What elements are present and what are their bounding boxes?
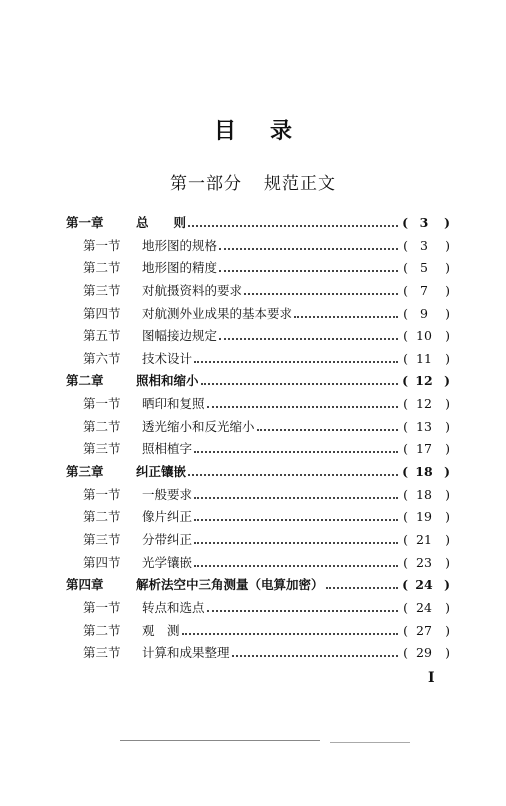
table-of-contents <box>66 212 450 665</box>
toc-chapter-row <box>66 461 450 484</box>
close-paren: ) <box>444 215 450 230</box>
toc-chapter-row <box>66 574 450 597</box>
part-heading <box>0 169 506 194</box>
toc-section-row <box>66 416 450 439</box>
toc-entry-title: 地形图的精度 <box>142 260 218 276</box>
toc-page-number: 24 <box>415 577 433 593</box>
title-char: 录 <box>270 118 293 144</box>
open-paren: ( <box>402 464 408 480</box>
toc-entry-number: 第三节 <box>83 645 121 661</box>
dot-leader <box>207 393 398 416</box>
close-paren: ) <box>445 622 450 638</box>
open-paren: ( <box>403 622 408 638</box>
open-paren: ( <box>403 418 408 434</box>
close-paren: ) <box>444 373 450 389</box>
toc-entry-number: 第二章 <box>66 373 104 389</box>
dot-leader <box>194 438 398 461</box>
toc-entry-number: 第一章 <box>66 215 104 230</box>
dot-leader <box>219 257 398 280</box>
close-paren: ) <box>445 531 450 547</box>
toc-entry-number: 第六节 <box>83 350 121 366</box>
part-label: 第一部分 <box>170 174 242 194</box>
toc-page-number: 7 <box>420 282 428 298</box>
title-char: 目 <box>213 118 236 144</box>
toc-entry-number: 第五节 <box>83 328 121 344</box>
toc-section-row <box>66 529 450 552</box>
toc-entry-title: 图幅接边规定 <box>142 328 218 344</box>
toc-entry-number: 第三节 <box>83 282 121 298</box>
dot-leader <box>194 506 398 529</box>
open-paren: ( <box>403 282 408 298</box>
dot-leader <box>194 552 398 575</box>
toc-entry-number: 第四节 <box>83 554 121 570</box>
toc-page-number: 3 <box>419 215 429 230</box>
dot-leader <box>326 574 398 597</box>
toc-entry-title: 照相植字 <box>142 441 193 457</box>
toc-entry-title: 计算和成果整理 <box>142 645 230 661</box>
toc-page-number: 18 <box>416 486 432 502</box>
toc-page-number: 27 <box>416 622 432 638</box>
dot-leader <box>219 325 398 348</box>
toc-entry-number: 第一节 <box>83 486 121 502</box>
toc-section-row <box>66 303 450 326</box>
toc-entry-number: 第二节 <box>83 260 121 276</box>
toc-section-row <box>66 552 450 575</box>
toc-entry-title: 解析法空中三角测量（电算加密） <box>136 577 324 593</box>
toc-section-row <box>66 257 450 280</box>
toc-entry-title: 观 测 <box>142 622 180 638</box>
toc-section-row <box>66 325 450 348</box>
open-paren: ( <box>403 305 408 321</box>
open-paren: ( <box>403 328 408 344</box>
open-paren: ( <box>403 237 408 253</box>
toc-page-number: 12 <box>416 396 432 412</box>
page-number: I <box>428 670 435 686</box>
page-title <box>0 114 506 145</box>
open-paren: ( <box>403 509 408 525</box>
toc-page-number: 17 <box>416 441 432 457</box>
toc-page-number: 23 <box>416 554 432 570</box>
toc-page-number: 9 <box>420 305 428 321</box>
open-paren: ( <box>403 554 408 570</box>
toc-section-row <box>66 620 450 643</box>
toc-page-number: 18 <box>415 464 433 480</box>
close-paren: ) <box>444 464 450 480</box>
toc-page-number: 10 <box>416 328 432 344</box>
toc-entry-title: 对航测外业成果的基本要求 <box>142 305 293 321</box>
toc-page-number: 5 <box>420 260 428 276</box>
toc-entry-title: 纠正镶嵌 <box>136 464 187 480</box>
open-paren: ( <box>402 577 408 593</box>
toc-entry-title: 一般要求 <box>142 486 193 502</box>
close-paren: ) <box>445 396 450 412</box>
open-paren: ( <box>403 486 408 502</box>
close-paren: ) <box>445 418 450 434</box>
toc-entry-title: 像片纠正 <box>142 509 193 525</box>
toc-entry-number: 第三章 <box>66 464 104 480</box>
close-paren: ) <box>445 305 450 321</box>
open-paren: ( <box>402 373 408 389</box>
toc-section-row <box>66 348 450 371</box>
dot-leader <box>232 642 398 665</box>
close-paren: ) <box>445 509 450 525</box>
part-name: 规范正文 <box>264 174 336 194</box>
toc-section-row <box>66 484 450 507</box>
toc-section-row <box>66 235 450 258</box>
toc-section-row <box>66 393 450 416</box>
dot-leader <box>194 484 398 507</box>
open-paren: ( <box>403 531 408 547</box>
toc-section-row <box>66 642 450 665</box>
toc-section-row <box>66 506 450 529</box>
toc-entry-title: 转点和选点 <box>142 599 205 615</box>
dot-leader <box>194 348 398 371</box>
toc-entry-number: 第二节 <box>83 418 121 434</box>
close-paren: ) <box>445 599 450 615</box>
toc-entry-title: 晒印和复照 <box>142 396 205 412</box>
toc-entry-number: 第四章 <box>66 577 104 593</box>
close-paren: ) <box>445 282 450 298</box>
dot-leader <box>294 303 398 326</box>
open-paren: ( <box>403 645 408 661</box>
close-paren: ) <box>445 554 450 570</box>
open-paren: ( <box>403 260 408 276</box>
dot-leader <box>207 597 398 620</box>
toc-page-number: 11 <box>416 350 432 366</box>
open-paren: ( <box>403 350 408 366</box>
dot-leader <box>244 280 398 303</box>
dot-leader <box>201 370 398 393</box>
toc-section-row <box>66 280 450 303</box>
toc-entry-number: 第一节 <box>83 396 121 412</box>
toc-page-number: 13 <box>416 418 432 434</box>
toc-entry-number: 第一节 <box>83 599 121 615</box>
toc-section-row <box>66 597 450 620</box>
toc-entry-number: 第一节 <box>83 237 121 253</box>
toc-chapter-row <box>66 370 450 393</box>
close-paren: ) <box>445 441 450 457</box>
close-paren: ) <box>445 260 450 276</box>
toc-entry-title: 技术设计 <box>142 350 193 366</box>
close-paren: ) <box>445 486 450 502</box>
close-paren: ) <box>445 328 450 344</box>
close-paren: ) <box>444 577 450 593</box>
toc-page-number: 21 <box>416 531 432 547</box>
open-paren: ( <box>402 215 408 230</box>
open-paren: ( <box>403 441 408 457</box>
toc-page-number: 19 <box>416 509 432 525</box>
toc-chapter-row <box>66 212 450 235</box>
toc-page-number: 24 <box>416 599 432 615</box>
toc-page-number: 3 <box>420 237 428 253</box>
dot-leader <box>188 212 398 235</box>
toc-entry-number: 第三节 <box>83 441 121 457</box>
close-paren: ) <box>445 645 450 661</box>
close-paren: ) <box>445 237 450 253</box>
toc-page-number: 12 <box>415 373 433 389</box>
toc-entry-title: 总 则 <box>136 215 187 230</box>
toc-entry-title: 透光缩小和反光缩小 <box>142 418 255 434</box>
toc-section-row <box>66 438 450 461</box>
toc-entry-number: 第二节 <box>83 622 121 638</box>
toc-entry-number: 第四节 <box>83 305 121 321</box>
toc-page-number: 29 <box>416 645 432 661</box>
toc-entry-title: 照相和缩小 <box>136 373 199 389</box>
dot-leader <box>182 620 398 643</box>
dot-leader <box>219 235 398 258</box>
toc-entry-title: 光学镶嵌 <box>142 554 193 570</box>
toc-entry-title: 地形图的规格 <box>142 237 218 253</box>
dot-leader <box>194 529 398 552</box>
open-paren: ( <box>403 396 408 412</box>
footer-rule <box>120 740 320 741</box>
toc-entry-title: 分带纠正 <box>142 531 193 547</box>
open-paren: ( <box>403 599 408 615</box>
dot-leader <box>188 461 398 484</box>
toc-entry-number: 第三节 <box>83 531 121 547</box>
toc-entry-number: 第二节 <box>83 509 121 525</box>
dot-leader <box>257 416 398 439</box>
toc-entry-title: 对航摄资料的要求 <box>142 282 243 298</box>
close-paren: ) <box>445 350 450 366</box>
footer-rule <box>330 742 410 743</box>
